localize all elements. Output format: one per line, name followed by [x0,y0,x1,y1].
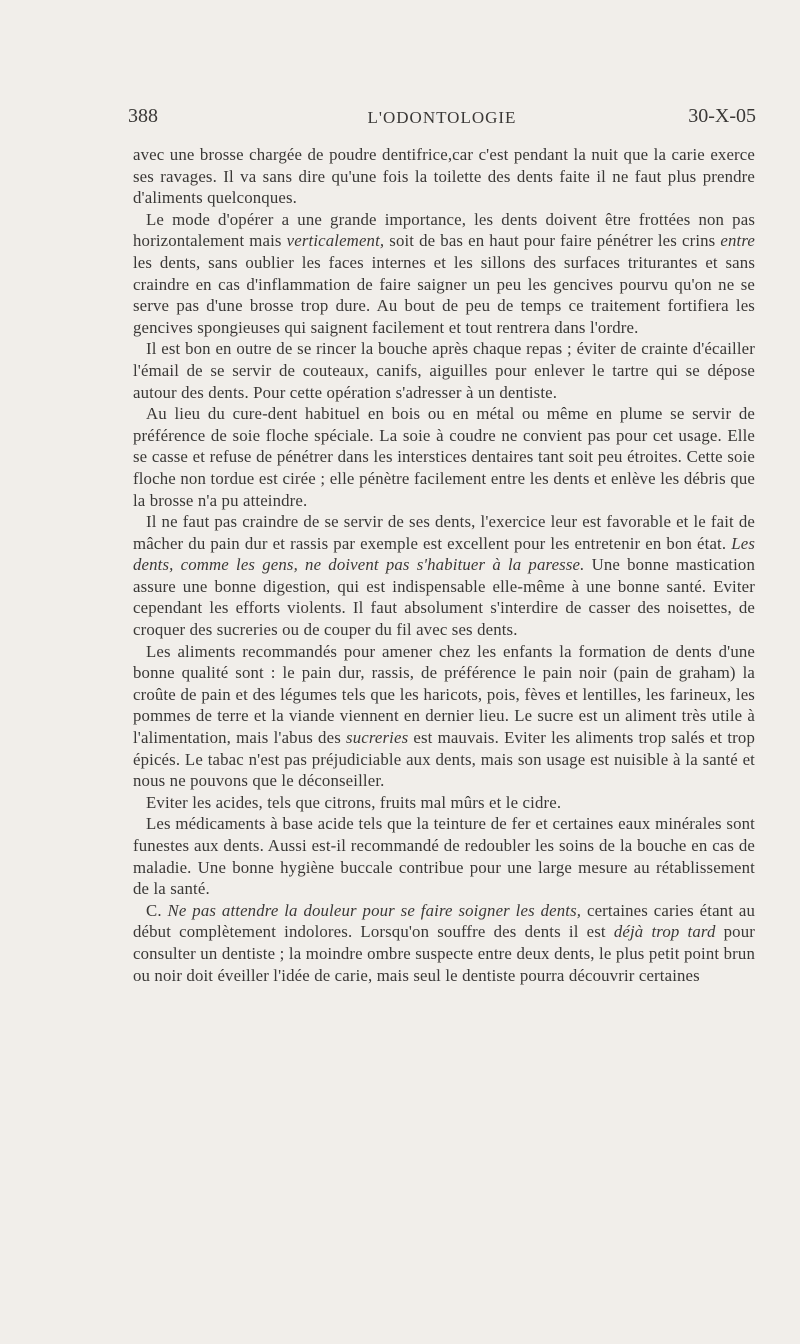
page-number: 388 [128,105,158,127]
paragraph [133,792,755,814]
text-run: Au lieu du cure-dent habituel en bois ou en métal ou même en plume se servir de préférence de soie floche spéciale. La soie à coudre ne convient pas pour cet usage. Elle se casse et refuse de pénétrer dans les interstices dentaires tant soit peu étroites. Cette soie floche non tordue est cirée ; elle pénètre facilement entre les dents et enlève les débris que la brosse n'a pu atteindre. [133,404,755,510]
italic-text-run: déjà trop tard [613,922,716,942]
text-run: Il ne faut pas craindre de se servir de ses dents, l'exercice leur est favorable et le fait de mâcher du pain dur et rassis par exemple est excellent pour les entretenir en bon état. [133,512,755,553]
paragraph [133,403,755,511]
italic-text-run: Ne pas attendre la douleur pour se faire soigner les dents, [167,900,582,920]
body-text [133,144,755,986]
text-run: C. [146,900,168,920]
paragraph [133,144,755,209]
issue-date: 30-X-05 [688,105,756,127]
italic-text-run: sucreries [346,728,409,748]
text-run: Le mode d'opérer a une grande importance, les dents doivent être frottées non pas horizontalement mais [133,209,755,251]
text-run: certaines caries étant au début complètement indolores. Lorsqu'on souffre des dents il est [133,900,755,942]
text-run: Une bonne mastication assure une bonne digestion, qui est indispensable elle-même à une bonne santé. Eviter cependant les efforts violents. Il faut absolument s'interdire de casser des noisettes, de croquer des sucreries ou de couper du fil avec ses dents. [133,555,755,640]
text-run: Les médicaments à base acide tels que la teinture de fer et certaines eaux minérales sont funestes aux dents. Aussi est-il recommandé de redoubler les soins de la bouche en cas de maladie. Une bonne hygiène buccale contribue pour une large mesure au rétablissement de la santé. [133,814,755,899]
italic-text-run: entre [720,231,755,251]
text-run: avec une brosse chargée de poudre dentifrice,car c'est pendant la nuit que la carie exerce ses ravages. Il va sans dire qu'une fois la toilette des dents faite il ne faut plus prendre d'aliments quelconques. [133,145,755,208]
paragraph [133,209,755,339]
journal-title: L'ODONTOLOGIE [367,108,517,127]
paragraph [133,900,755,986]
paragraph [133,511,755,641]
text-run: est mauvais. Eviter les aliments trop salés et trop épicés. Le tabac n'est pas préjudiciable aux dents, mais son usage est nuisible à la santé et nous ne pouvons que le déconseiller. [133,728,755,791]
italic-text-run: verticalement, [286,231,385,251]
paragraph [133,338,755,403]
paragraph [133,641,755,792]
text-run: soit de bas en haut pour faire pénétrer les crins [384,231,721,251]
text-run: Eviter les acides, tels que citrons, fruits mal mûrs et le cidre. [146,792,562,812]
text-run: Les aliments recommandés pour amener chez les enfants la formation de dents d'une bonne qualité sont : le pain dur, rassis, de préférence le pain noir (pain de graham) la croûte de pain et des légumes tels que les haricots, pois, fèves et lentilles, les farineux, les pommes de terre et la viande viennent en dernier lieu. Le sucre est un aliment très utile à l'alimentation, mais l'abus des [133,641,755,748]
paragraph [133,813,755,899]
italic-text-run: Les dents, comme les gens, ne doivent pas s'habituer à la paresse. [133,533,755,575]
text-run: pour consulter un dentiste ; la moindre ombre suspecte entre deux dents, le plus petit point brun ou noir doit éveiller l'idée de carie, mais seul le dentiste pourra découvrir certaines [133,922,755,985]
running-header [128,105,756,133]
text-run: Il est bon en outre de se rincer la bouche après chaque repas ; éviter de crainte d'écailler l'émail de se servir de couteaux, canifs, aiguilles pour enlever le tartre qui se dépose autour des dents. Pour cette opération s'adresser à un dentiste. [133,339,755,402]
text-run: les dents, sans oublier les faces internes et les sillons des surfaces triturantes et sans craindre en cas d'inflammation de faire saigner un peu les gencives pourvu qu'on ne se serve pas d'une brosse trop dure. Au bout de peu de temps ce traitement fortifiera les gencives spongieuses qui saignent facilement et tout rentrera dans l'ordre. [133,252,755,337]
